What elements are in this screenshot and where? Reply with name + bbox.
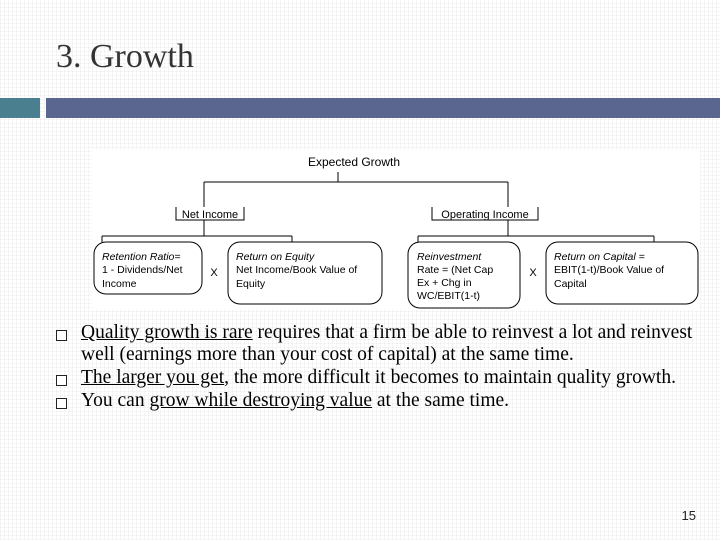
slide-title: 3. Growth <box>56 38 194 75</box>
return-on-equity-line-3: Equity <box>236 278 266 290</box>
bullet-text: requires that a firm be able to reinvest a lot and reinvest well (earnings more than your cost of capital) at the same time. <box>81 322 693 365</box>
bullet-item <box>56 390 696 412</box>
reinvestment-rate-line-4: WC/EBIT(1-t) <box>417 290 480 302</box>
left-branch-label: Net Income <box>181 209 239 221</box>
bullet-text-underlined: Quality growth is rare <box>81 322 253 343</box>
bullet-text: You can <box>81 390 150 411</box>
right-multiply-operator: X <box>529 267 537 279</box>
growth-diagram <box>92 150 700 310</box>
bullet-text-underlined: The larger you get <box>81 367 225 388</box>
return-on-capital-line-1: Return on Capital = <box>554 251 645 263</box>
bullet-box-icon <box>56 375 67 386</box>
reinvestment-rate-line-3: Ex + Chg in <box>417 277 472 289</box>
accent-bar-left <box>0 98 40 118</box>
bullet-text: at the same time. <box>372 390 510 411</box>
page-number: 15 <box>681 508 696 523</box>
reinvestment-rate-line-2: Rate = (Net Cap <box>417 264 494 276</box>
bullet-list <box>56 322 696 413</box>
diagram-root-label: Expected Growth <box>307 155 401 169</box>
bullet-box-icon <box>56 398 67 409</box>
left-multiply-operator: X <box>210 267 218 279</box>
return-on-equity-line-1: Return on Equity <box>236 251 315 263</box>
return-on-equity-line-2: Net Income/Book Value of <box>236 264 358 276</box>
retention-ratio-line-1: Retention Ratio= <box>102 251 181 263</box>
retention-ratio-line-2: 1 - Dividends/Net <box>102 264 183 276</box>
bullet-box-icon <box>56 330 67 341</box>
return-on-capital-line-3: Capital <box>554 278 587 290</box>
bullet-text: , the more difficult it becomes to maintain quality growth. <box>224 367 676 388</box>
retention-ratio-line-3: Income <box>102 278 137 290</box>
right-branch-label: Operating Income <box>441 209 529 221</box>
bullet-text-underlined: grow while destroying value <box>149 390 373 411</box>
bullet-item <box>56 367 696 389</box>
bullet-item <box>56 322 696 366</box>
reinvestment-rate-line-1: Reinvestment <box>417 251 482 263</box>
accent-bar-right <box>46 98 720 118</box>
return-on-capital-line-2: EBIT(1-t)/Book Value of <box>554 264 665 276</box>
